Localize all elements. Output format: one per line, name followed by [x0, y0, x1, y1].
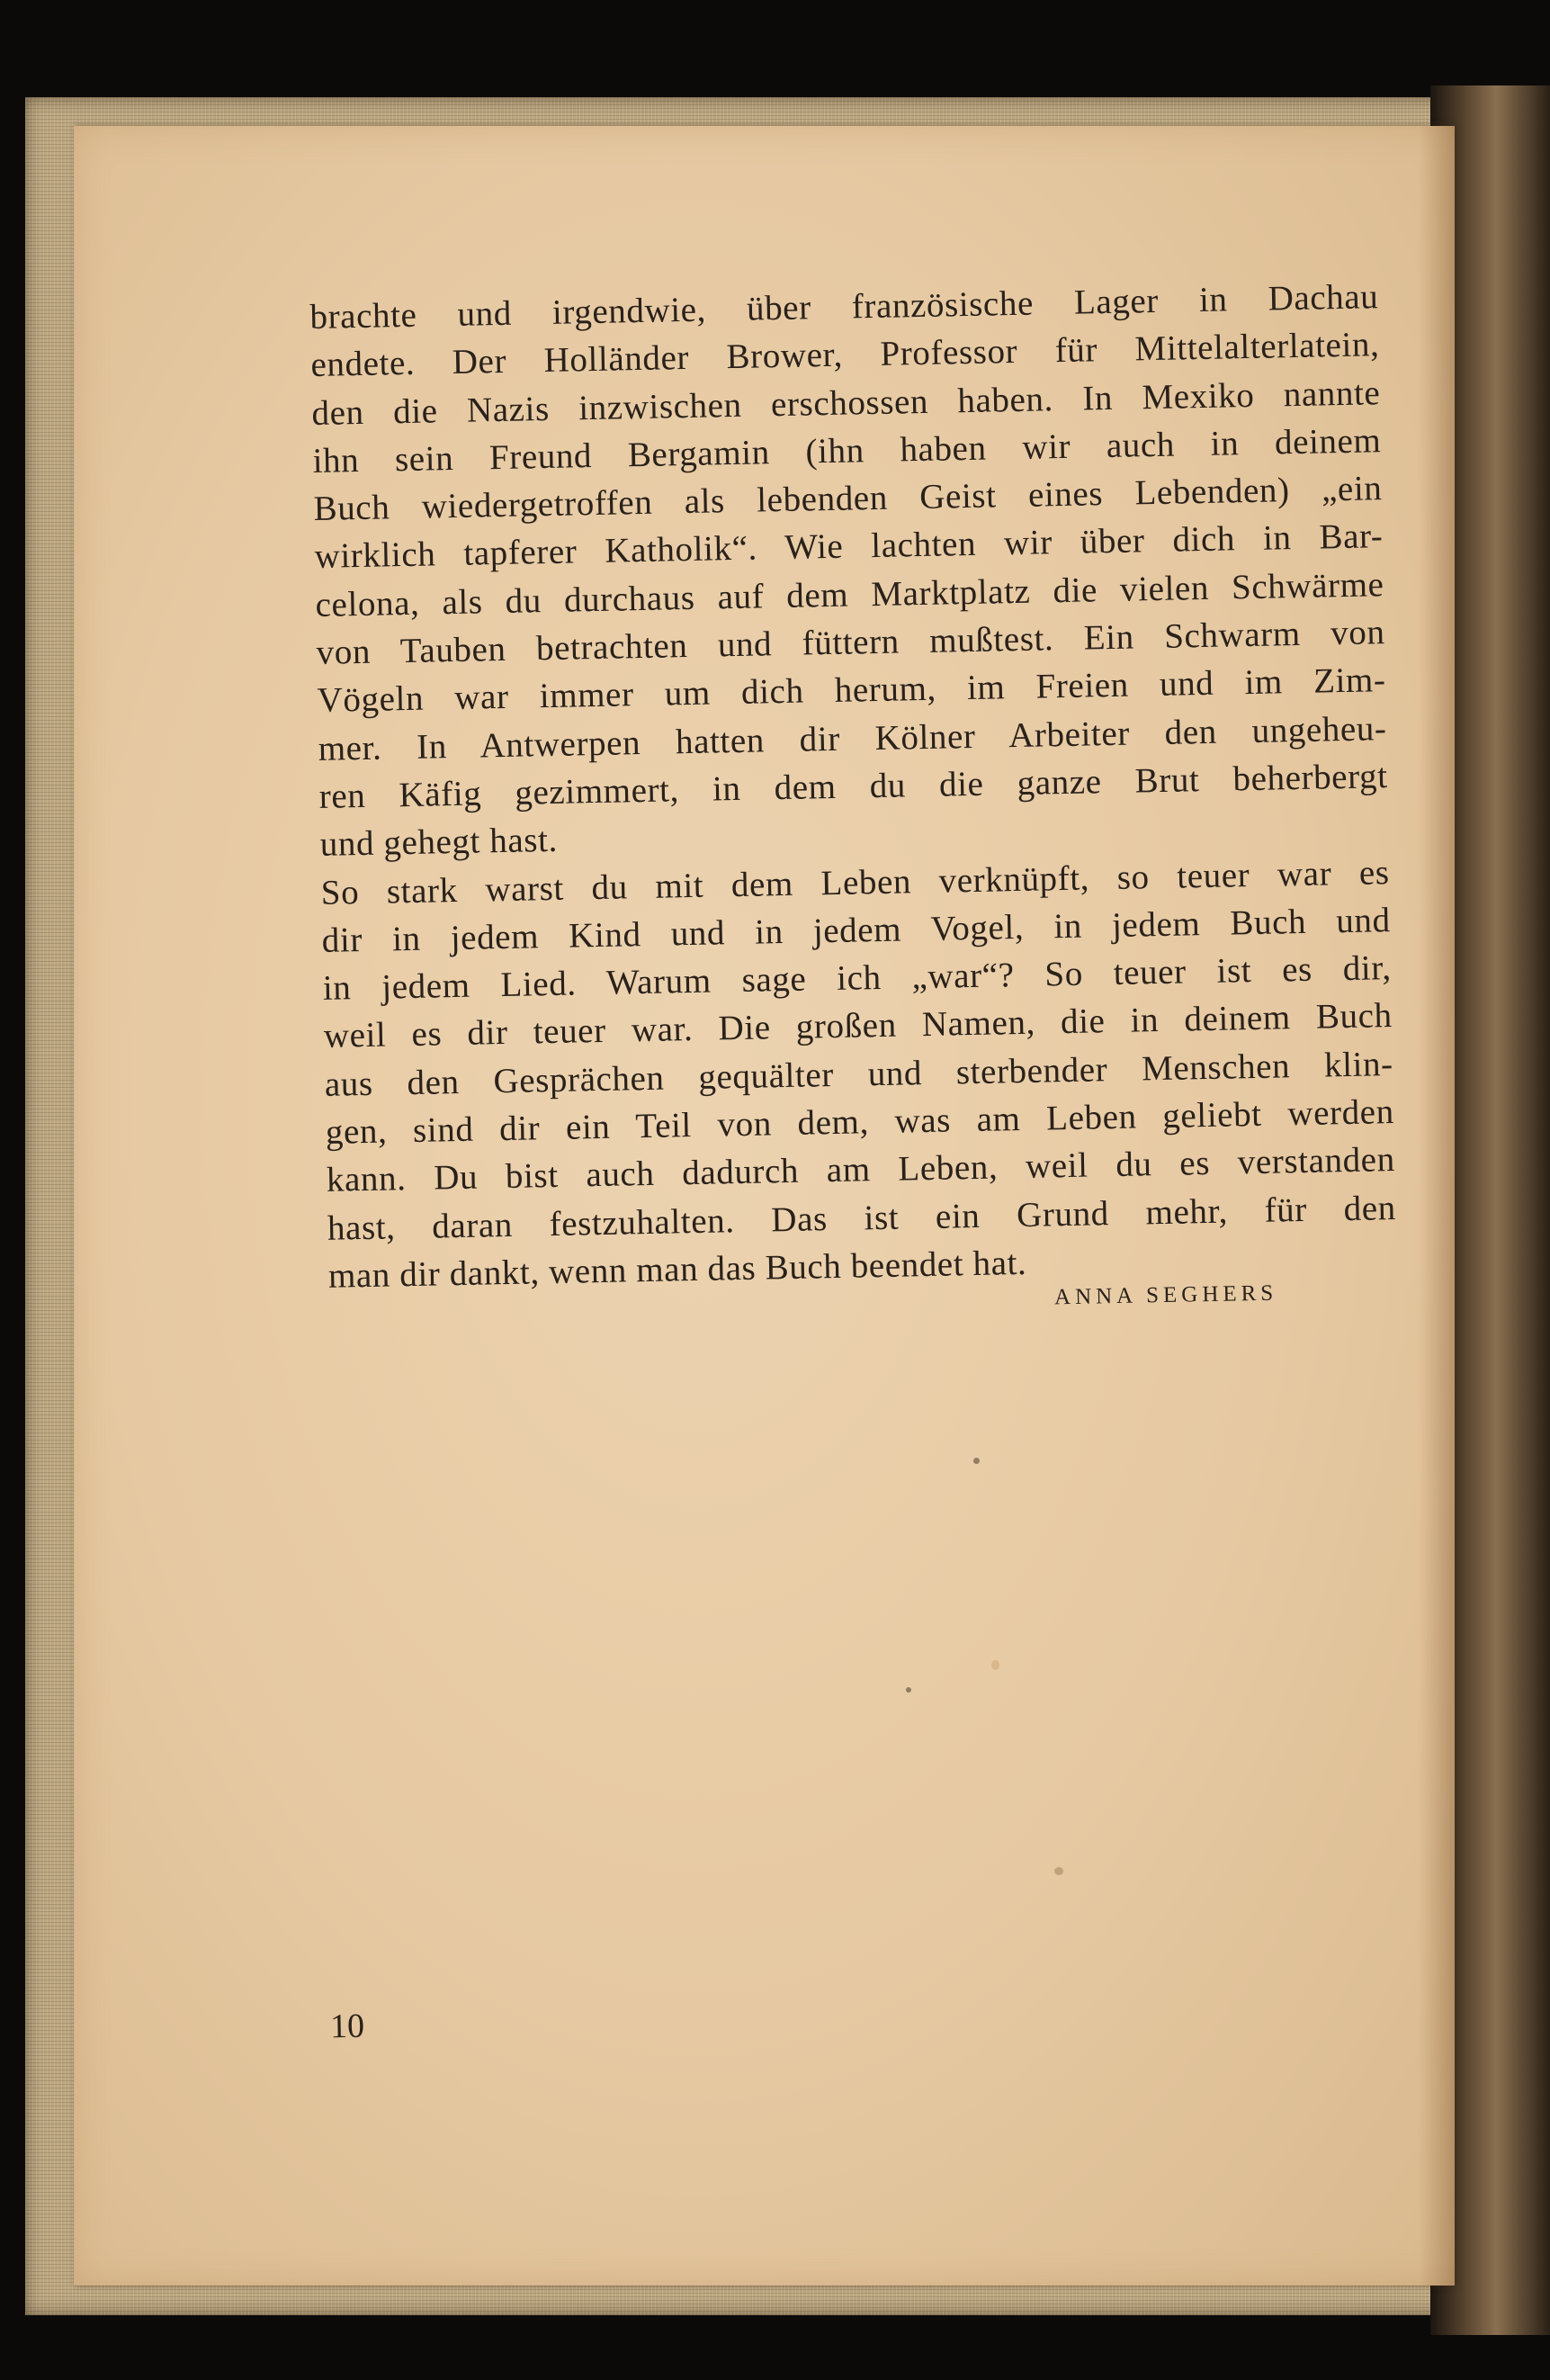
- text-line: in jedem Lied. Warum sage ich „war“? So teuer ist es dir,: [322, 948, 1393, 1009]
- text-line: mer. In Antwerpen hatten dir Kölner Arbeiter den ungeheu-: [318, 708, 1387, 768]
- text-line: weil es dir teuer war. Die großen Namen, die in deinem Buch: [323, 996, 1393, 1056]
- text-line: gen, sind dir ein Teil von dem, was am Leben geliebt werden: [325, 1092, 1395, 1152]
- text-line: man dir dankt, wenn man das Buch beendet hat.: [327, 1243, 1027, 1296]
- paper-speck: [973, 1458, 980, 1464]
- text-line: von Tauben betrachten und füttern mußtest. Ein Schwarm von: [316, 613, 1385, 673]
- text-line: hast, daran festzuhalten. Das ist ein Grund mehr, für den: [327, 1188, 1397, 1248]
- text-line: wirklich tapferer Katholik“. Wie lachten wir über dich in Bar-: [314, 516, 1384, 577]
- paper-speck: [991, 1660, 999, 1670]
- text-line: aus den Gesprächen gequälter und sterbender Menschen klin-: [324, 1044, 1394, 1104]
- page-number: 10: [329, 2007, 365, 2046]
- text-line: dir in jedem Kind und in jedem Vogel, in jedem Buch und: [321, 900, 1392, 960]
- text-line: Buch wiedergetroffen als lebenden Geist eines Lebenden) „ein: [313, 469, 1383, 529]
- text-line: brachte und irgendwie, über französische Lager in Dachau: [309, 277, 1379, 337]
- body-text: [309, 273, 1397, 1300]
- text-line: und gehegt hast.: [319, 821, 559, 865]
- text-line: So stark warst du mit dem Leben verknüpft, so teuer war es: [320, 852, 1390, 912]
- paper-speck: [1054, 1867, 1063, 1875]
- text-line: den die Nazis inzwischen erschossen haben. In Mexiko nannte: [311, 373, 1381, 433]
- author-signature: ANNA SEGHERS: [1053, 1280, 1278, 1310]
- book-page: [74, 126, 1455, 2286]
- text-line: ihn sein Freund Bergamin (ihn haben wir auch in deinem: [312, 421, 1382, 480]
- text-line: kann. Du bist auch dadurch am Leben, weil du es verstanden: [326, 1140, 1396, 1200]
- text-line: Vögeln war immer um dich herum, im Freien und im Zim-: [317, 660, 1386, 721]
- text-line: ren Käfig gezimmert, in dem du die ganze Brut beherbergt: [318, 757, 1388, 816]
- paper-speck: [906, 1687, 911, 1693]
- text-line: endete. Der Holländer Brower, Professor für Mittelalterlatein,: [310, 325, 1380, 385]
- text-line: celona, als du durchaus auf dem Marktplatz die vielen Schwärme: [315, 564, 1384, 624]
